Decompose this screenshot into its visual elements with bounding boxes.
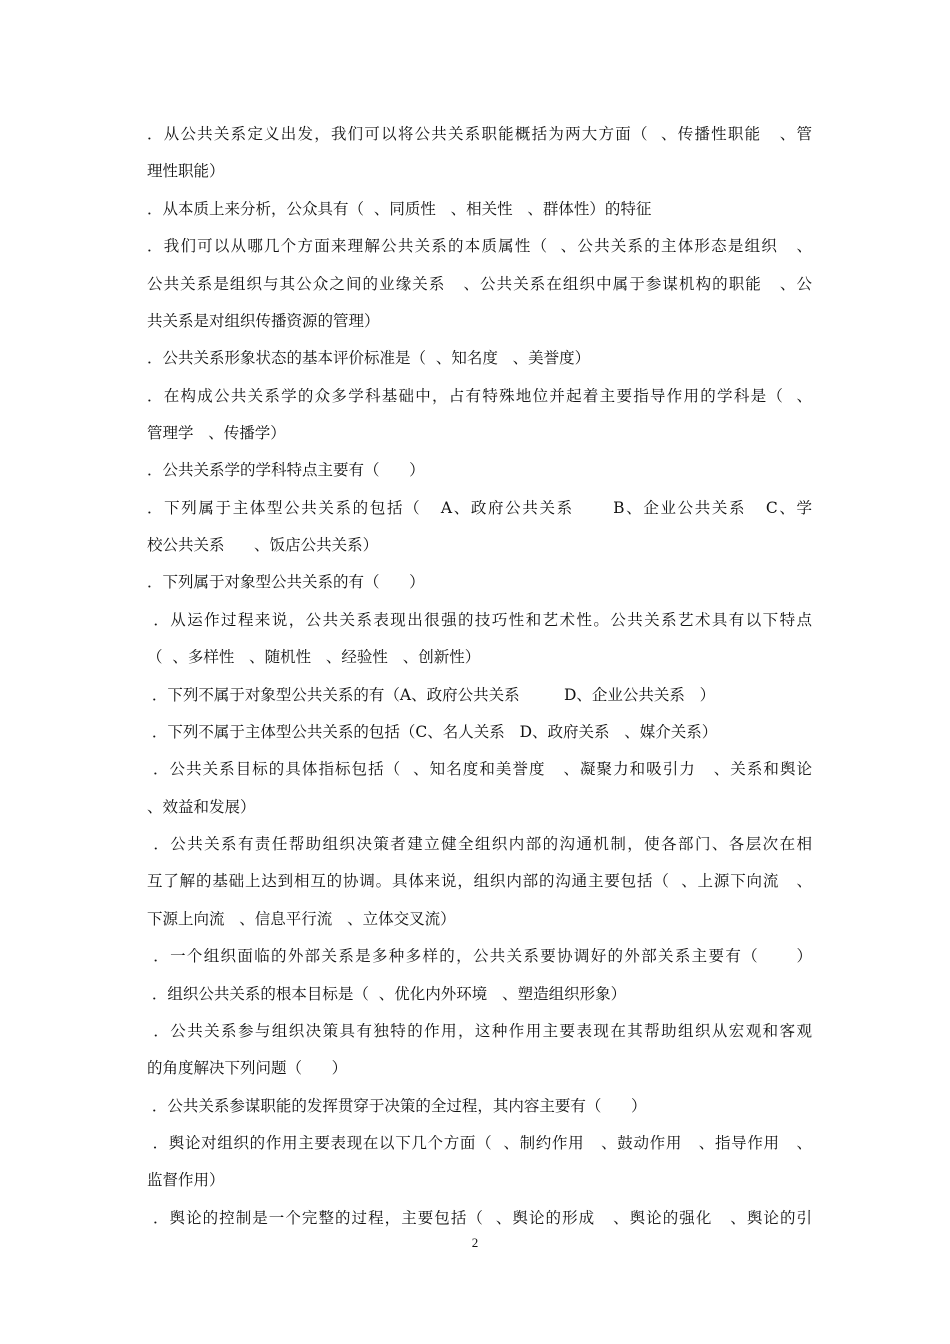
text-line: ．从公共关系定义出发，我们可以将公共关系职能概括为两大方面（ 、传播性职能 、管 [147,125,812,143]
text-line: （ 、多样性 、随机性 、经验性 、创新性） [147,648,481,666]
text-line: 理性职能） [147,162,225,180]
text-line: ．一个组织面临的外部关系是多种多样的，公共关系要协调好的外部关系主要有（ ） [147,947,812,965]
text-line: ．在构成公共关系学的众多学科基础中，占有特殊地位并起着主要指导作用的学科是（ 、 [147,387,812,405]
text-line: ．从本质上来分析，公众具有（ 、同质性 、相关性 、群体性）的特征 [147,200,652,218]
text-line: 管理学 、传播学） [147,424,286,442]
text-line: ．公共关系参谋职能的发挥贯穿于决策的全过程，其内容主要有（ ） [147,1097,647,1115]
text-line: ．我们可以从哪几个方面来理解公共关系的本质属性（ 、公共关系的主体形态是组织 、 [147,237,812,255]
text-line: 互了解的基础上达到相互的协调。具体来说，组织内部的沟通主要包括（ 、上源下向流 、 [147,872,812,890]
text-line: ．下列不属于对象型公共关系的有（A、政府公共关系 D、企业公共关系 ） [147,686,716,704]
page-number: 2 [471,1235,479,1250]
text-line: 公共关系是组织与其公众之间的业缘关系 、公共关系在组织中属于参谋机构的职能 、公 [147,275,812,293]
text-line: ．舆论的控制是一个完整的过程，主要包括（ 、舆论的形成 、舆论的强化 、舆论的引 [147,1209,812,1227]
text-line: ．公共关系学的学科特点主要有（ ） [147,461,425,479]
text-line: ．公共关系形象状态的基本评价标准是（ 、知名度 、美誉度） [147,349,591,367]
text-line: ．公共关系目标的具体指标包括（ 、知名度和美誉度 、凝聚力和吸引力 、关系和舆论 [147,760,812,778]
text-line: 校公共关系 、饭店公共关系） [147,536,379,554]
text-line: ．下列属于主体型公共关系的包括（ A、政府公共关系 B、企业公共关系 C、学 [147,499,812,517]
text-line: 的角度解决下列问题（ ） [147,1059,348,1077]
text-line: 监督作用） [147,1171,225,1189]
text-line: ．公共关系有责任帮助组织决策者建立健全组织内部的沟通机制，使各部门、各层次在相 [147,835,812,853]
text-line: ．下列不属于主体型公共关系的包括（C、名人关系 D、政府关系 、媒介关系） [147,723,718,741]
text-line: ．组织公共关系的根本目标是（ 、优化内外环境 、塑造组织形象） [147,985,627,1003]
text-line: ．从运作过程来说，公共关系表现出很强的技巧性和艺术性。公共关系艺术具有以下特点 [147,611,812,629]
text-line: ．公共关系参与组织决策具有独特的作用，这种作用主要表现在其帮助组织从宏观和客观 [147,1022,812,1040]
text-line: 共关系是对组织传播资源的管理） [147,312,380,330]
text-line: ．舆论对组织的作用主要表现在以下几个方面（ 、制约作用 、鼓动作用 、指导作用 、 [147,1134,812,1152]
text-line: 、效益和发展） [147,798,256,816]
text-line: ．下列属于对象型公共关系的有（ ） [147,573,425,591]
text-line: 下源上向流 、信息平行流 、立体交叉流） [147,910,456,928]
